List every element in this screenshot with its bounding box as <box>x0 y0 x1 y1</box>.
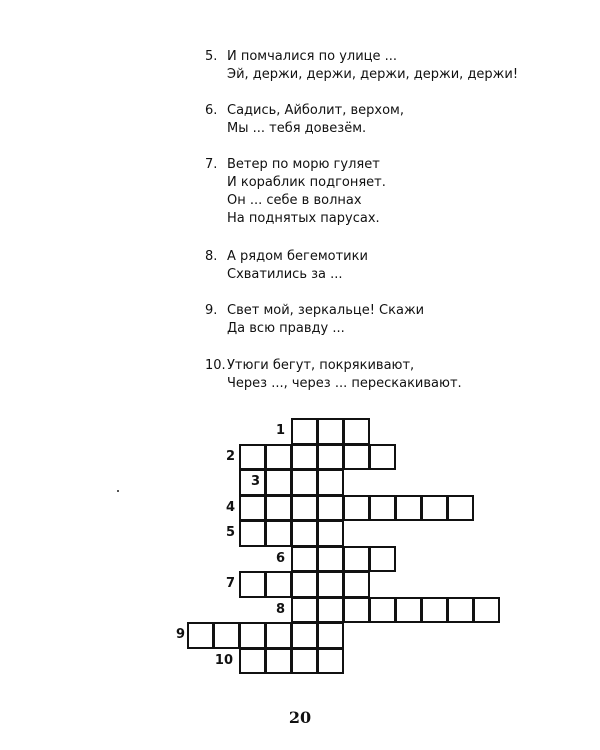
crossword-cell <box>265 495 292 522</box>
crossword-cell <box>369 597 396 624</box>
clue-7 <box>205 156 386 228</box>
crossword-cell <box>291 571 318 598</box>
crossword-cell <box>291 546 318 573</box>
crossword-row-number: 8 <box>275 601 285 617</box>
clue-number: 9. <box>205 303 218 318</box>
crossword-cell <box>395 597 422 624</box>
crossword-cell <box>343 571 370 598</box>
clue-line: Свет мой, зеркальце! Скажи <box>227 303 425 318</box>
crossword-cell <box>317 648 344 675</box>
crossword-cell <box>265 520 292 547</box>
clue-line: И кораблик подгоняет. <box>227 175 386 190</box>
crossword-cell <box>343 418 370 445</box>
clue-number: 6. <box>205 103 218 118</box>
clue-10 <box>205 357 462 393</box>
crossword-cell <box>421 597 448 624</box>
crossword-cell <box>291 444 318 471</box>
crossword-cell <box>239 571 266 598</box>
page-number: 20 <box>288 708 312 727</box>
crossword-cell <box>265 571 292 598</box>
clue-number: 5. <box>205 49 218 64</box>
clue-line: Через ..., через ... перескакивают. <box>227 376 462 391</box>
clue-number: 8. <box>205 249 218 264</box>
crossword-cell <box>239 622 266 649</box>
crossword-row-number: 5 <box>225 525 235 540</box>
crossword-cell <box>317 469 344 496</box>
crossword-cell <box>317 546 344 573</box>
clue-line: Мы ... тебя довезём. <box>227 121 367 136</box>
crossword-row-number: 2 <box>225 448 235 464</box>
crossword-cell <box>291 520 318 547</box>
crossword-cell <box>239 520 266 547</box>
clue-line: Садись, Айболит, верхом, <box>227 103 404 118</box>
crossword-cell <box>369 444 396 471</box>
crossword-cell <box>447 495 474 522</box>
crossword-cell <box>317 520 344 547</box>
crossword-row-number: 9 <box>175 627 185 642</box>
clue-6 <box>205 102 404 138</box>
crossword-cell <box>291 622 318 649</box>
clue-line: Эй, держи, держи, держи, держи, держи! <box>227 67 519 82</box>
crossword-cell <box>239 495 266 522</box>
crossword-cell <box>291 469 318 496</box>
crossword-cell <box>395 495 422 522</box>
crossword-cell <box>239 444 266 471</box>
crossword-cell <box>317 418 344 445</box>
clue-number: 10. <box>205 358 226 373</box>
crossword-row-number: 6 <box>275 550 285 566</box>
crossword-row-number: 7 <box>225 576 235 591</box>
crossword-cell <box>317 597 344 624</box>
crossword-cell <box>265 622 292 649</box>
clue-line: Да всю правду ... <box>227 321 345 336</box>
clue-line: На поднятых парусах. <box>227 211 380 226</box>
clue-line: Ветер по морю гуляет <box>227 157 380 172</box>
crossword-row-number: 3 <box>250 474 260 489</box>
crossword-cell <box>317 622 344 649</box>
clue-line: А рядом бегемотики <box>227 249 368 264</box>
clue-line: Утюги бегут, покрякивают, <box>227 358 415 373</box>
crossword-cell <box>343 444 370 471</box>
crossword-cell <box>473 597 500 624</box>
crossword-row-number: 10 <box>214 652 233 668</box>
crossword-cell <box>369 546 396 573</box>
crossword-cell <box>187 622 214 649</box>
clue-line: Он ... себе в волнах <box>227 193 362 208</box>
crossword-cell <box>343 597 370 624</box>
clue-line: И помчалися по улице ... <box>227 49 398 64</box>
crossword-cell <box>317 444 344 471</box>
crossword-row-number: 4 <box>225 499 235 515</box>
crossword-cell <box>239 648 266 675</box>
crossword-cell <box>265 469 292 496</box>
crossword-cell <box>291 495 318 522</box>
crossword-cell <box>291 418 318 445</box>
crossword-cell <box>421 495 448 522</box>
crossword-cell <box>291 597 318 624</box>
clue-8 <box>205 248 368 284</box>
crossword-cell <box>213 622 240 649</box>
crossword-cell <box>369 495 396 522</box>
crossword-cell <box>317 495 344 522</box>
crossword-cell <box>343 495 370 522</box>
crossword-cell <box>265 648 292 675</box>
crossword-cell <box>265 444 292 471</box>
crossword-row-number: 1 <box>275 423 285 438</box>
crossword-cell <box>447 597 474 624</box>
crossword-cell <box>317 571 344 598</box>
crossword-cell <box>291 648 318 675</box>
print-speck <box>117 490 119 492</box>
clue-5 <box>205 48 518 84</box>
clue-number: 7. <box>205 157 218 172</box>
crossword-cell <box>343 546 370 573</box>
clue-line: Схватились за ... <box>227 267 343 282</box>
clue-9 <box>205 302 424 338</box>
